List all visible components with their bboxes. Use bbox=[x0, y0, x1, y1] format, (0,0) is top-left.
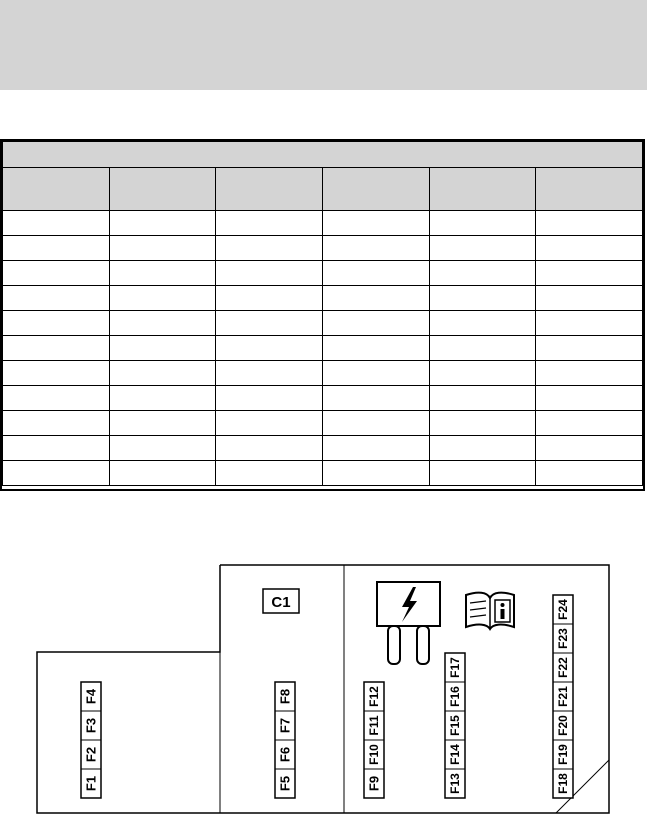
table-cell bbox=[216, 261, 323, 286]
column-header bbox=[322, 168, 429, 211]
table-cell bbox=[216, 336, 323, 361]
table-cell bbox=[429, 261, 536, 286]
column-header bbox=[3, 168, 110, 211]
table-cell bbox=[109, 336, 216, 361]
table-row bbox=[3, 311, 643, 336]
power-relay-lightning-icon bbox=[377, 582, 440, 664]
column-header bbox=[216, 168, 323, 211]
table-cell bbox=[322, 411, 429, 436]
fuse-label-f13: F13 bbox=[448, 773, 462, 794]
table-cell bbox=[109, 411, 216, 436]
table-cell bbox=[3, 261, 110, 286]
table-cell bbox=[536, 286, 643, 311]
fuse-label-f6: F6 bbox=[277, 746, 293, 763]
table-row bbox=[3, 361, 643, 386]
table-cell bbox=[216, 461, 323, 486]
table-cell bbox=[322, 286, 429, 311]
table-cell bbox=[322, 211, 429, 236]
fuse-label-f1: F1 bbox=[83, 775, 99, 792]
table-cell bbox=[3, 461, 110, 486]
fuse-label-f22: F22 bbox=[556, 657, 570, 678]
relay-c1-label: C1 bbox=[271, 594, 291, 611]
table-cell bbox=[3, 411, 110, 436]
relay-c1 bbox=[263, 589, 299, 613]
table-cell bbox=[429, 236, 536, 261]
table-cell bbox=[536, 386, 643, 411]
fuse-label-f10: F10 bbox=[367, 744, 381, 765]
fuse-table bbox=[0, 139, 645, 491]
fuse-label-f12: F12 bbox=[367, 686, 381, 707]
table-cell bbox=[322, 261, 429, 286]
table-cell bbox=[109, 386, 216, 411]
table-cell bbox=[3, 436, 110, 461]
fuse-label-f2: F2 bbox=[83, 746, 99, 763]
table-cell bbox=[536, 311, 643, 336]
table-row bbox=[3, 386, 643, 411]
table-cell bbox=[429, 361, 536, 386]
table-cell bbox=[536, 361, 643, 386]
table-cell bbox=[536, 261, 643, 286]
fuse-label-f20: F20 bbox=[556, 715, 570, 736]
table-cell bbox=[3, 286, 110, 311]
fuse-label-f21: F21 bbox=[556, 686, 570, 707]
table-cell bbox=[216, 436, 323, 461]
header-band bbox=[0, 0, 647, 90]
table-cell bbox=[536, 236, 643, 261]
fuse-group-middle-left bbox=[364, 682, 384, 798]
fuse-label-f16: F16 bbox=[448, 686, 462, 707]
owner-manual-info-icon bbox=[466, 593, 514, 629]
table-cell bbox=[429, 461, 536, 486]
table-title bbox=[3, 142, 643, 168]
table-cell bbox=[322, 361, 429, 386]
fuse-group-middle-right bbox=[445, 653, 465, 798]
fuse-label-f4: F4 bbox=[83, 688, 99, 705]
fuse-label-f24: F24 bbox=[556, 599, 570, 620]
table-cell bbox=[216, 311, 323, 336]
table-cell bbox=[429, 211, 536, 236]
table-row bbox=[3, 461, 643, 486]
table-cell bbox=[429, 311, 536, 336]
table-cell bbox=[3, 236, 110, 261]
fuse-label-f3: F3 bbox=[83, 717, 99, 734]
column-header bbox=[109, 168, 216, 211]
fuse-label-f15: F15 bbox=[448, 715, 462, 736]
table-cell bbox=[3, 211, 110, 236]
table-row bbox=[3, 336, 643, 361]
table-cell bbox=[322, 236, 429, 261]
table-cell bbox=[216, 211, 323, 236]
fuse-group-right bbox=[553, 595, 573, 798]
fuse-label-f9: F9 bbox=[366, 775, 382, 792]
table-cell bbox=[536, 411, 643, 436]
table-cell bbox=[216, 361, 323, 386]
fuse-label-f5: F5 bbox=[277, 775, 293, 792]
fuse-label-f19: F19 bbox=[556, 744, 570, 765]
table-cell bbox=[3, 336, 110, 361]
table-cell bbox=[109, 236, 216, 261]
fuse-box-outline bbox=[37, 565, 609, 813]
fuse-label-f17: F17 bbox=[448, 657, 462, 678]
table-cell bbox=[322, 386, 429, 411]
fuse-label-f7: F7 bbox=[277, 717, 293, 734]
column-header bbox=[536, 168, 643, 211]
table-cell bbox=[322, 461, 429, 486]
table-row bbox=[3, 261, 643, 286]
table-cell bbox=[536, 336, 643, 361]
table-row bbox=[3, 286, 643, 311]
table-cell bbox=[429, 386, 536, 411]
fuse-label-f11: F11 bbox=[367, 715, 381, 736]
table-cell bbox=[216, 236, 323, 261]
table-cell bbox=[429, 411, 536, 436]
fuse-label-f14: F14 bbox=[448, 744, 462, 765]
fuse-label-f23: F23 bbox=[556, 628, 570, 649]
table-cell bbox=[109, 461, 216, 486]
table-cell bbox=[109, 261, 216, 286]
table-row bbox=[3, 436, 643, 461]
table-row bbox=[3, 411, 643, 436]
table-cell bbox=[216, 286, 323, 311]
table-cell bbox=[216, 411, 323, 436]
table-cell bbox=[216, 386, 323, 411]
table-cell bbox=[429, 286, 536, 311]
table-cell bbox=[109, 361, 216, 386]
table-cell bbox=[109, 286, 216, 311]
table-cell bbox=[322, 436, 429, 461]
fuse-label-f8: F8 bbox=[277, 688, 293, 705]
table-cell bbox=[109, 211, 216, 236]
table-cell bbox=[429, 436, 536, 461]
table-cell bbox=[536, 436, 643, 461]
table-cell bbox=[3, 311, 110, 336]
table-cell bbox=[429, 336, 536, 361]
table-cell bbox=[536, 211, 643, 236]
fuse-label-f18: F18 bbox=[556, 773, 570, 794]
table-cell bbox=[536, 461, 643, 486]
table-cell bbox=[3, 386, 110, 411]
fuse-box-diagram bbox=[0, 555, 647, 826]
table-cell bbox=[3, 361, 110, 386]
fuse-group-left bbox=[81, 682, 101, 798]
table-cell bbox=[322, 311, 429, 336]
table-cell bbox=[109, 311, 216, 336]
table-cell bbox=[322, 336, 429, 361]
table-cell bbox=[109, 436, 216, 461]
fuse-group-center bbox=[275, 682, 295, 798]
table-row bbox=[3, 236, 643, 261]
column-header bbox=[429, 168, 536, 211]
table-row bbox=[3, 211, 643, 236]
